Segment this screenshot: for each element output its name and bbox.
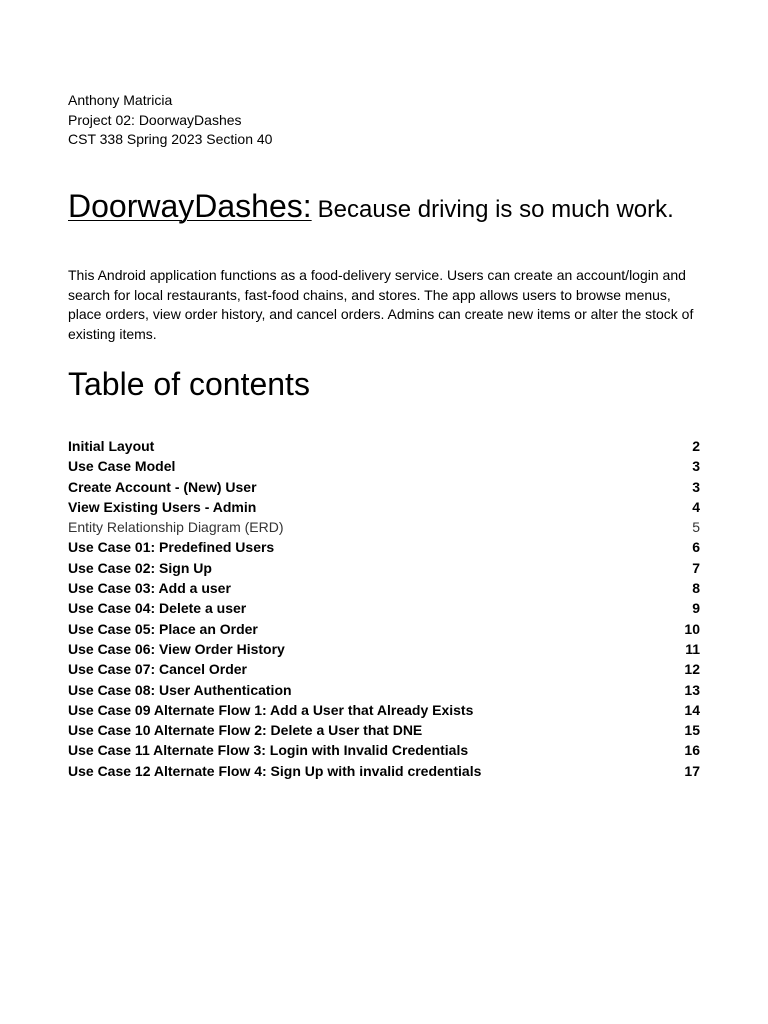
document-header [68, 91, 272, 150]
toc-entry[interactable] [68, 639, 700, 659]
toc-entry[interactable] [68, 700, 700, 720]
toc-entry[interactable] [68, 680, 700, 700]
toc-entry[interactable] [68, 517, 700, 537]
toc-entry-page-number: 5 [692, 519, 700, 536]
toc-entry[interactable] [68, 477, 700, 497]
toc-heading: Table of contents [68, 366, 310, 402]
toc-entry-page-number: 10 [684, 620, 700, 637]
course-info: CST 338 Spring 2023 Section 40 [68, 131, 273, 147]
toc-entry[interactable] [68, 456, 700, 476]
project-name: Project 02: DoorwayDashes [68, 111, 242, 128]
toc-entry-page-number: 12 [684, 661, 700, 678]
toc-entry-page-number: 7 [692, 559, 700, 576]
toc-entry-label: Use Case 01: Predefined Users [68, 539, 275, 556]
toc-entry-page-number: 15 [684, 722, 700, 739]
toc-entry-page-number: 9 [692, 600, 700, 617]
toc-entry[interactable] [68, 558, 700, 578]
toc-entry[interactable] [68, 720, 700, 740]
toc-entry-page-number: 14 [684, 701, 700, 718]
toc-entry[interactable] [68, 740, 700, 760]
title-subtitle: Because driving is so much work. [317, 196, 674, 223]
toc-entry-label: Use Case 05: Place an Order [68, 620, 258, 637]
toc-entry[interactable] [68, 578, 700, 598]
toc-entry-page-number: 13 [684, 681, 700, 698]
toc-entry-label: Use Case 12 Alternate Flow 4: Sign Up with invalid credentials [68, 762, 482, 779]
intro-paragraph: This Android application functions as a food-delivery service. Users can create an account/login and search for local restaurants, fast-food chains, and stores. The app allows users to browse menus, place orders, view order history, and cancel orders. Admins can create new items or alter the stock of existing items. [68, 267, 694, 342]
toc-entry-label: Use Case Model [68, 458, 176, 475]
toc-entry-page-number: 16 [684, 742, 700, 759]
toc-entry[interactable] [68, 537, 700, 557]
toc-entry-label: Use Case 07: Cancel Order [68, 661, 247, 678]
toc-entry-label: Use Case 06: View Order History [68, 640, 285, 657]
document-title [68, 188, 674, 225]
toc-entry-label: Use Case 10 Alternate Flow 2: Delete a User that DNE [68, 722, 423, 739]
toc-entry-label: Initial Layout [68, 438, 155, 454]
toc-list [68, 436, 700, 781]
toc-entry-page-number: 11 [685, 640, 700, 657]
toc-entry-page-number: 3 [692, 458, 700, 475]
toc-entry-label: Create Account - (New) User [68, 478, 257, 495]
toc-entry[interactable] [68, 659, 700, 679]
toc-entry-label: View Existing Users - Admin [68, 498, 257, 515]
toc-entry[interactable] [68, 598, 700, 618]
toc-entry[interactable] [68, 619, 700, 639]
toc-entry-label: Use Case 11 Alternate Flow 3: Login with Invalid Credentials [68, 742, 469, 759]
toc-entry-label: Entity Relationship Diagram (ERD) [68, 519, 284, 536]
toc-entry[interactable] [68, 497, 700, 517]
toc-entry-label: Use Case 08: User Authentication [68, 681, 292, 698]
toc-entry-label: Use Case 03: Add a user [68, 580, 231, 597]
toc-entry-page-number: 17 [684, 762, 700, 779]
toc-entry[interactable] [68, 761, 700, 781]
toc-entry-label: Use Case 09 Alternate Flow 1: Add a User that Already Exists [68, 701, 474, 718]
toc-entry-page-number: 8 [692, 580, 700, 597]
toc-entry-page-number: 3 [692, 478, 700, 495]
toc-entry-label: Use Case 02: Sign Up [68, 559, 212, 576]
toc-entry-page-number: 2 [692, 438, 700, 454]
toc-entry-page-number: 4 [692, 498, 700, 515]
toc-entry-label: Use Case 04: Delete a user [68, 600, 247, 617]
author-name: Anthony Matricia [68, 92, 173, 108]
toc-entry[interactable] [68, 436, 700, 456]
toc-entry-page-number: 6 [692, 539, 700, 556]
title-main: DoorwayDashes: [68, 188, 312, 224]
